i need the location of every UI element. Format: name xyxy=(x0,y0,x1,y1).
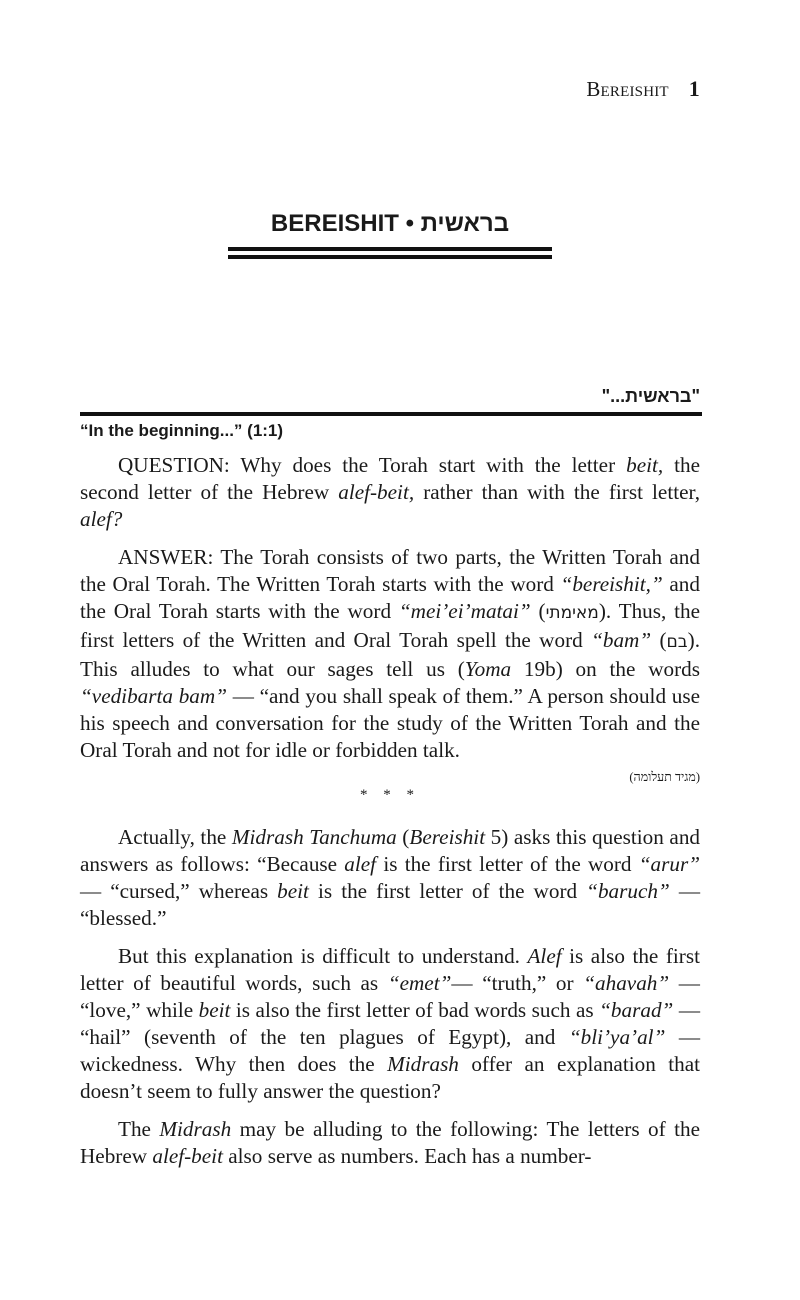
section-divider: * * * xyxy=(360,787,420,803)
running-head-title: Bereishit xyxy=(586,77,669,101)
section-rule xyxy=(80,412,702,416)
chapter-title-english: BEREISHIT xyxy=(270,210,399,237)
running-head xyxy=(586,76,700,102)
source-citation: (מגיד תעלומה) xyxy=(629,770,700,784)
difficulty-paragraph: But this explanation is difficult to understand. Alef is also the first letter of beautiful words, such as “emet”— “truth,” or “ahavah” — “love,” while beit is also the first letter of bad words such as “barad” — “hail” (seventh of the ten plagues of Egypt), and “bli’ya’al” — wickedness. Why then does the Midrash offer an explanation that doesn’t seem to fully answer the question? xyxy=(80,944,701,1103)
title-bullet: • xyxy=(405,210,414,237)
midrash-paragraph: Actually, the Midrash Tanchuma (Bereishit 5) asks this question and answers as follows: “Because alef is the first letter of the word “arur” — “cursed,” whereas beit is the first letter of the word “baruch” — “blessed.” xyxy=(80,825,701,930)
chapter-rule-top xyxy=(228,247,552,251)
explanation-paragraph: The Midrash may be alluding to the following: The letters of the Hebrew alef-beit also serve as numbers. Each has a number- xyxy=(80,1117,700,1168)
chapter-title xyxy=(228,210,552,238)
question-paragraph: QUESTION: Why does the Torah start with the letter beit, the second letter of the Hebrew alef-beit, rather than with the first letter, alef? xyxy=(80,453,701,531)
chapter-title-hebrew: בראשית xyxy=(420,210,510,237)
verse-heading: “In the beginning...” (1:1) xyxy=(80,421,284,440)
answer-paragraph: ANSWER: The Torah consists of two parts, the Written Torah and the Oral Torah. The Written Torah starts with the word “bereishit,” and the Oral Torah starts with the word “mei’ei’matai” (מאימתי). Thus, the first letters of the Written and Oral Torah spell the word “bam” (בם). This alludes to what our sages tell us (Yoma 19b) on the words “vedibarta bam” — “and you shall speak of them.” A person should use his speech and conversation for the study of the Written Torah and the Oral Torah and not for idle or forbidden talk. xyxy=(80,545,701,762)
hebrew-section-heading: "בראשית..." xyxy=(601,386,700,406)
body-text xyxy=(80,452,700,1170)
chapter-rule-bottom xyxy=(228,255,552,259)
page-number: 1 xyxy=(688,76,700,101)
